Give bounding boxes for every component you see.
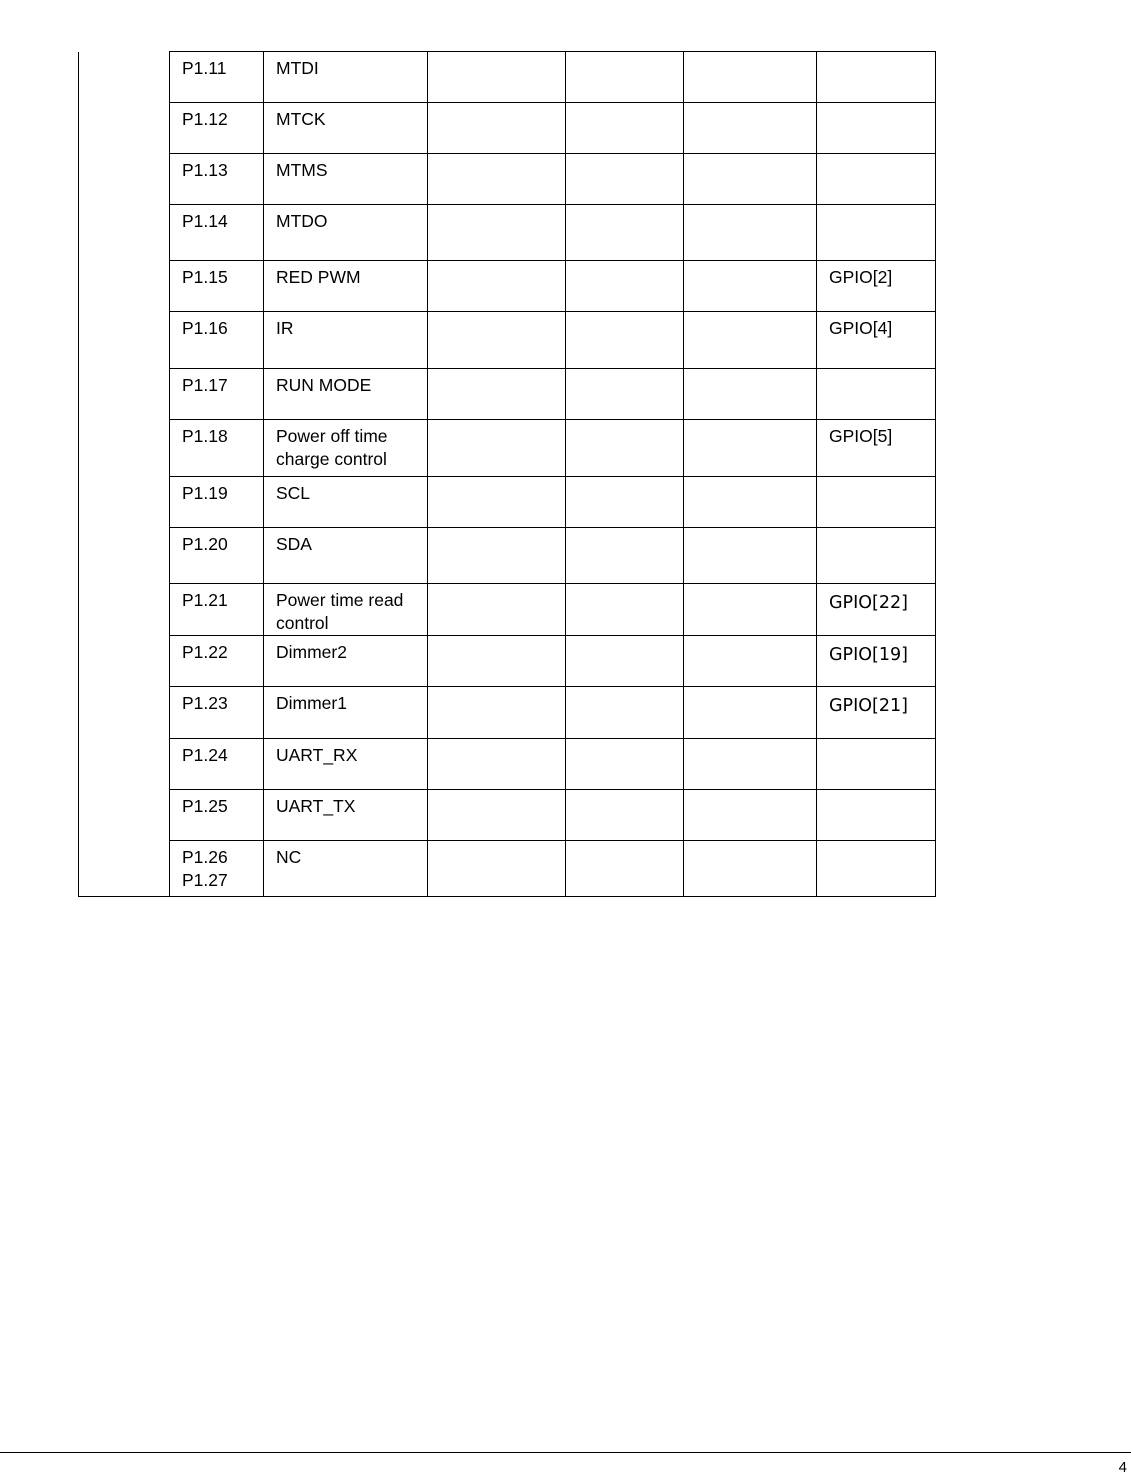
col4-cell (566, 477, 684, 528)
function-cell: SDA (264, 528, 428, 584)
function-cell: Power time read control (264, 584, 428, 636)
pin-assignment-table (78, 51, 936, 897)
pin-cell: P1.26 P1.27 (170, 841, 264, 897)
pin-cell: P1.20 (170, 528, 264, 584)
table-row (79, 369, 936, 420)
function-cell: MTDI (264, 52, 428, 103)
pin-cell: P1.19 (170, 477, 264, 528)
col4-cell (566, 205, 684, 261)
gpio-cell (817, 739, 936, 790)
col5-cell (684, 477, 817, 528)
function-cell: Dimmer1 (264, 687, 428, 739)
table-row (79, 528, 936, 584)
function-cell: UART_TX (264, 790, 428, 841)
col4-cell (566, 154, 684, 205)
table-row (79, 477, 936, 528)
col4-cell (566, 52, 684, 103)
col4-cell (566, 261, 684, 312)
gpio-cell: GPIO[2] (817, 261, 936, 312)
pin-cell: P1.17 (170, 369, 264, 420)
table-row (79, 636, 936, 687)
gpio-cell: GPIO[19] (817, 636, 936, 687)
gpio-cell: GPIO[5] (817, 420, 936, 477)
col3-cell (428, 841, 566, 897)
col5-cell (684, 420, 817, 477)
function-cell: RED PWM (264, 261, 428, 312)
col3-cell (428, 477, 566, 528)
pin-cell: P1.23 (170, 687, 264, 739)
col5-cell (684, 205, 817, 261)
function-cell: NC (264, 841, 428, 897)
col3-cell (428, 528, 566, 584)
col3-cell (428, 52, 566, 103)
table-row (79, 687, 936, 739)
table-row (79, 52, 936, 103)
col4-cell (566, 312, 684, 369)
pin-cell: P1.14 (170, 205, 264, 261)
col4-cell (566, 841, 684, 897)
pin-cell: P1.12 (170, 103, 264, 154)
pin-cell: P1.13 (170, 154, 264, 205)
col5-cell (684, 103, 817, 154)
table-row (79, 584, 936, 636)
col5-cell (684, 528, 817, 584)
col5-cell (684, 739, 817, 790)
gpio-cell (817, 790, 936, 841)
pin-cell: P1.16 (170, 312, 264, 369)
gpio-cell (817, 841, 936, 897)
gpio-cell (817, 103, 936, 154)
col3-cell (428, 636, 566, 687)
function-cell: Dimmer2 (264, 636, 428, 687)
col3-cell (428, 790, 566, 841)
col5-cell (684, 312, 817, 369)
col5-cell (684, 52, 817, 103)
col5-cell (684, 841, 817, 897)
gpio-cell (817, 477, 936, 528)
col5-cell (684, 636, 817, 687)
col3-cell (428, 154, 566, 205)
col4-cell (566, 739, 684, 790)
col4-cell (566, 790, 684, 841)
gpio-cell (817, 154, 936, 205)
function-cell: IR (264, 312, 428, 369)
col3-cell (428, 205, 566, 261)
col3-cell (428, 103, 566, 154)
function-cell: MTMS (264, 154, 428, 205)
col5-cell (684, 790, 817, 841)
table-row (79, 312, 936, 369)
gpio-cell (817, 205, 936, 261)
function-cell: SCL (264, 477, 428, 528)
gpio-cell (817, 369, 936, 420)
function-cell: MTCK (264, 103, 428, 154)
table-row (79, 790, 936, 841)
col5-cell (684, 261, 817, 312)
gpio-cell (817, 52, 936, 103)
module-group-cell (79, 52, 170, 897)
col3-cell (428, 261, 566, 312)
pin-cell: P1.24 (170, 739, 264, 790)
pin-cell: P1.11 (170, 52, 264, 103)
col4-cell (566, 687, 684, 739)
col4-cell (566, 528, 684, 584)
col5-cell (684, 154, 817, 205)
col3-cell (428, 739, 566, 790)
col4-cell (566, 636, 684, 687)
table-row (79, 205, 936, 261)
pin-table-body (79, 52, 936, 897)
col4-cell (566, 369, 684, 420)
pin-cell: P1.21 (170, 584, 264, 636)
page-number: 4 (1118, 1459, 1127, 1476)
col3-cell (428, 420, 566, 477)
function-cell: Power off time charge control (264, 420, 428, 477)
col3-cell (428, 369, 566, 420)
function-cell: RUN MODE (264, 369, 428, 420)
gpio-cell: GPIO[21] (817, 687, 936, 739)
table-row (79, 261, 936, 312)
table-row (79, 739, 936, 790)
table-row (79, 841, 936, 897)
footer-divider (0, 1452, 1131, 1453)
pin-cell: P1.25 (170, 790, 264, 841)
gpio-cell: GPIO[4] (817, 312, 936, 369)
table-row (79, 103, 936, 154)
col5-cell (684, 584, 817, 636)
col3-cell (428, 687, 566, 739)
table-row (79, 420, 936, 477)
gpio-cell: GPIO[22] (817, 584, 936, 636)
col3-cell (428, 584, 566, 636)
col4-cell (566, 584, 684, 636)
col4-cell (566, 103, 684, 154)
function-cell: UART_RX (264, 739, 428, 790)
col3-cell (428, 312, 566, 369)
table-row (79, 154, 936, 205)
col5-cell (684, 687, 817, 739)
pin-cell: P1.15 (170, 261, 264, 312)
col5-cell (684, 369, 817, 420)
function-cell: MTDO (264, 205, 428, 261)
pin-cell: P1.18 (170, 420, 264, 477)
col4-cell (566, 420, 684, 477)
pin-cell: P1.22 (170, 636, 264, 687)
gpio-cell (817, 528, 936, 584)
